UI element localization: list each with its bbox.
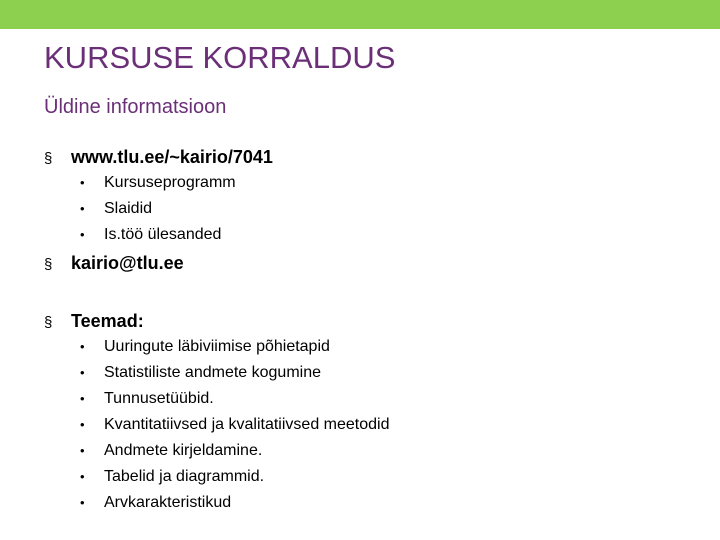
list-item-label: Tunnusetüübid.: [104, 390, 214, 407]
bullet-marker: •: [80, 227, 85, 242]
list-item-label: Slaidid: [104, 200, 153, 217]
slide-title: KURSUSE KORRALDUS: [44, 40, 396, 75]
url-text: www.tlu.ee/~kairio/7041: [71, 147, 273, 167]
list-item: [80, 440, 389, 466]
list-item-label: Kvantitatiivsed ja kvalitatiivsed meetodid: [104, 416, 390, 433]
bullet-marker: •: [80, 417, 85, 432]
bullet-marker: •: [80, 175, 85, 190]
url-sublist: [80, 172, 236, 250]
section-marker: §: [44, 314, 53, 331]
topics-sublist: [80, 336, 389, 518]
list-item: [80, 336, 389, 362]
list-item-label: Tabelid ja diagrammid.: [104, 468, 265, 485]
list-item-label: Arvkarakteristikud: [104, 494, 232, 511]
bullet-marker: •: [80, 443, 85, 458]
bullet-marker: •: [80, 201, 85, 216]
list-item: [80, 362, 389, 388]
list-item-label: Kursuseprogramm: [104, 174, 236, 191]
topics-heading: Teemad:: [71, 311, 144, 331]
list-item: [80, 414, 389, 440]
list-item: [80, 492, 389, 518]
list-item-label: Uuringute läbiviimise põhietapid: [104, 338, 330, 355]
bullet-marker: •: [80, 469, 85, 484]
slide-subtitle: Üldine informatsioon: [44, 96, 227, 118]
list-item: [80, 388, 389, 414]
list-item-label: Statistiliste andmete kogumine: [104, 364, 321, 381]
bullet-url: [44, 146, 273, 168]
bullet-marker: •: [80, 495, 85, 510]
list-item: [80, 172, 236, 198]
list-item: [80, 224, 236, 250]
list-item: [80, 198, 236, 224]
section-marker: §: [44, 256, 53, 273]
list-item-label: Is.töö ülesanded: [104, 226, 222, 243]
bullet-email: [44, 252, 184, 274]
bullet-topics: [44, 310, 144, 332]
list-item: [80, 466, 389, 492]
bullet-marker: •: [80, 391, 85, 406]
header-accent-bar: [0, 0, 720, 29]
list-item-label: Andmete kirjeldamine.: [104, 442, 263, 459]
email-text: kairio@tlu.ee: [71, 253, 184, 273]
section-marker: §: [44, 150, 53, 167]
bullet-marker: •: [80, 365, 85, 380]
bullet-marker: •: [80, 339, 85, 354]
